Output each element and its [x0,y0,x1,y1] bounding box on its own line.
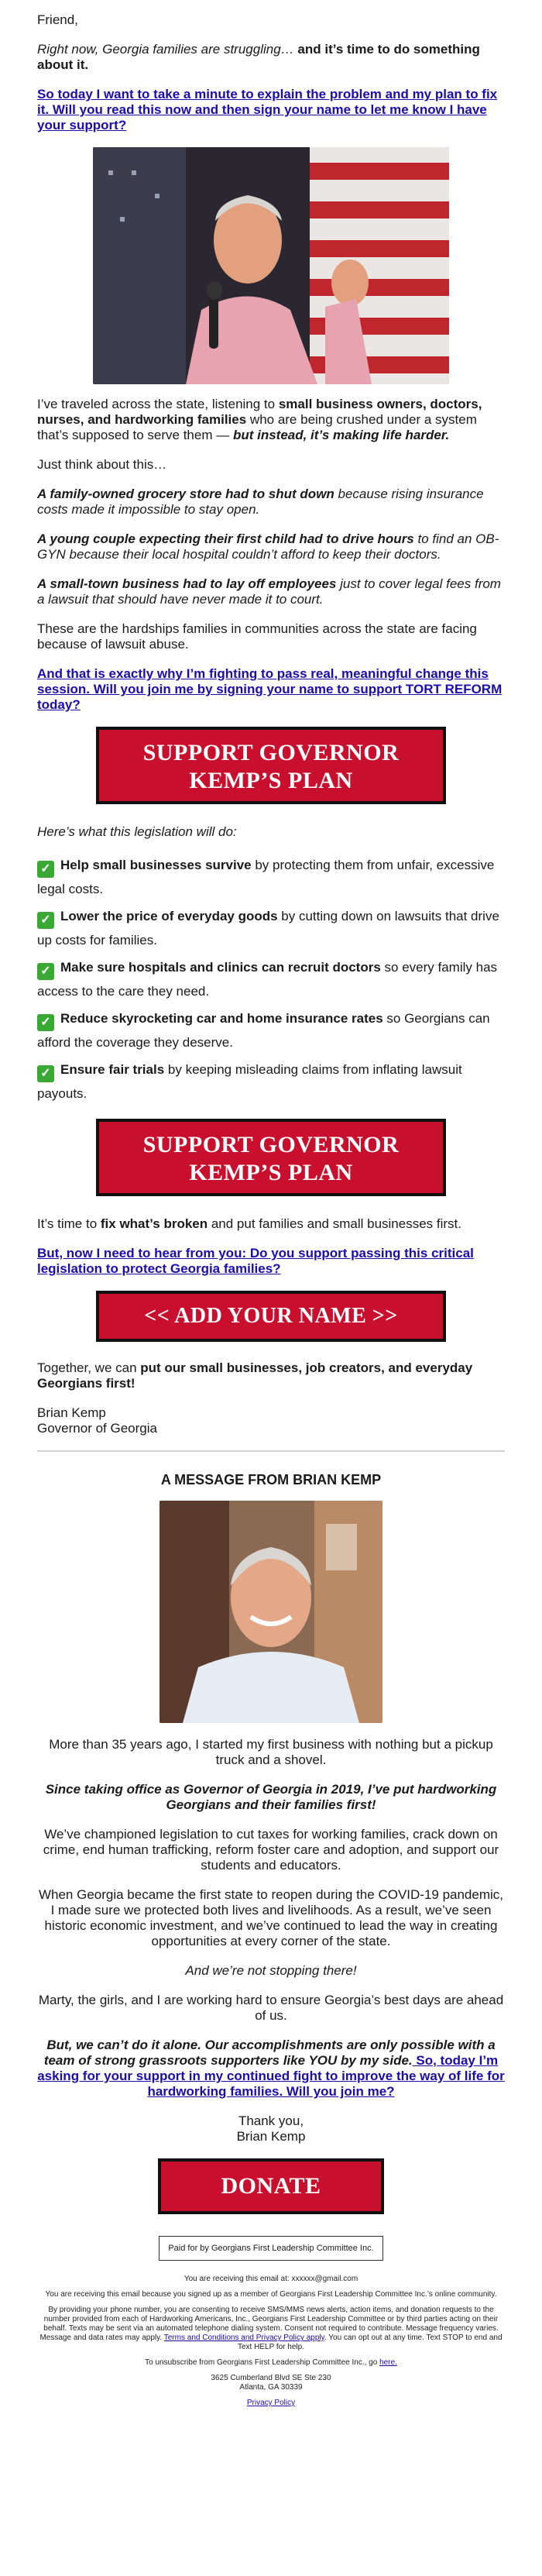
travel-bold-italic: but instead, it’s making life harder. [232,428,450,442]
unsubscribe-text: To unsubscribe from Georgians First Leadership Committee Inc., go [145,2358,380,2367]
governor-portrait-photo [160,1501,382,1723]
benefit-item [37,905,505,951]
travel-bold: small business owners, doctors, nurses, and hardworking families [37,397,482,427]
address-line1: 3625 Cumberland Blvd SE Ste 230 [211,2374,331,2382]
bio-legislation: We’ve championed legislation to cut taxes for working families, crack down on crime, end human trafficking, reform foster care and adoption, and support our students and educators. [43,1827,499,1873]
closing-name: Brian Kemp [236,2129,306,2144]
example-rest: because rising insurance costs made it impossible to stay open. [37,487,484,517]
travel-text-1: I’ve traveled across the state, listening to [37,397,279,411]
benefit-item [37,956,505,1003]
benefit-rest: by cutting down on lawsuits that drive up costs for families. [37,909,499,948]
footer-address [37,2374,505,2392]
benefit-rest: so every family has access to the care they need. [37,960,498,999]
benefit-bold: Lower the price of everyday goods [60,909,278,923]
bio-family: Marty, the girls, and I are working hard to ensure Georgia’s best days are ahead of us. [38,1993,504,2023]
support-button-line1: SUPPORT GOVERNOR [142,1132,400,1157]
benefit-bold: Make sure hospitals and clinics can recruit doctors [60,960,381,975]
footer-sms-optout: . You can opt out at any time. Text STOP to end and Text HELP for help. [238,2334,503,2351]
intro-italic: Right now, Georgia families are struggling… [37,42,294,57]
hardships-paragraph: These are the hardships families in communities across the state are facing because of lawsuit abuse. [37,621,477,652]
benefits-list [37,854,505,1105]
bio-since-2019 [37,1782,505,1813]
address-line2: Atlanta, GA 30339 [239,2383,303,2392]
support-button-line1: SUPPORT GOVERNOR [142,740,400,765]
bio-first-business: More than 35 years ago, I started my first business with nothing but a pickup truck and a shovel. [49,1737,493,1767]
closing-signature [37,2113,505,2144]
example-rest: just to cover legal fees from a lawsuit that should have never made it to court. [37,576,501,607]
legislation-intro-text: Here’s what this legislation will do: [37,824,237,839]
benefit-item [37,1058,505,1105]
governor-portrait-image [160,1501,382,1723]
fix-text-2: and put families and small businesses first. [208,1216,461,1231]
travel-paragraph [37,397,505,443]
checkmark-icon: ✓ [37,1014,54,1031]
message-title: A MESSAGE FROM BRIAN KEMP [160,1472,382,1487]
support-governor-button-2[interactable] [96,1119,446,1196]
greeting: Friend, [37,12,78,27]
intro-paragraph [37,42,505,73]
support-button-line2: KEMP’S PLAN [189,768,353,793]
legislation-intro [37,824,505,840]
intro-bold: and it’s time to do something about it. [37,42,480,72]
benefit-rest: by keeping misleading claims from inflating lawsuit payouts. [37,1062,462,1101]
example-business [37,576,505,607]
paid-for-disclaimer: Paid for by Georgians First Leadership Committee Inc. [159,2236,383,2261]
benefit-item [37,854,505,900]
benefit-bold: Ensure fair trials [60,1062,165,1077]
footer-privacy [37,2399,505,2408]
benefit-bold: Reduce skyrocketing car and home insurance rates [60,1011,383,1026]
signature-title: Governor of Georgia [37,1421,157,1436]
benefit-rest: so Georgians can afford the coverage they deserve. [37,1011,490,1050]
example-bold: A small-town business had to lay off employees [37,576,337,591]
add-your-name-button[interactable]: << ADD YOUR NAME >> [96,1291,446,1342]
checkmark-icon: ✓ [37,963,54,980]
together-text: Together, we can [37,1360,141,1375]
example-bold: A family-owned grocery store had to shut down [37,487,334,501]
footer-sms-notice [37,2306,505,2352]
together-paragraph [37,1360,505,1391]
think-paragraph: Just think about this… [37,457,167,472]
unsubscribe-link[interactable]: here. [379,2358,397,2367]
join-me-link[interactable]: So, today I’m asking for your support in my continued fight to improve the way of life for hardworking families. Will you join me? [37,2053,505,2099]
example-rest: to find an OB-GYN because their local hospital couldn’t afford to keep their doctors. [37,531,499,562]
donate-button[interactable]: DONATE [158,2158,384,2214]
example-grocery [37,487,505,518]
signature [37,1405,505,1436]
benefit-item [37,1007,505,1054]
support-button-line2: KEMP’S PLAN [189,1160,353,1185]
example-bold: A young couple expecting their first child had to drive hours [37,531,414,546]
sign-support-link[interactable]: So today I want to take a minute to explain the problem and my plan to fix it. Will you read this now and then sign your name to let me know I have your support? [37,87,498,132]
checkmark-icon: ✓ [37,861,54,878]
checkmark-icon: ✓ [37,912,54,929]
closing-thanks: Thank you, [238,2113,304,2128]
benefit-bold: Help small businesses survive [60,858,252,872]
governor-rally-photo [93,147,449,384]
section-divider [37,1450,505,1452]
bio-grassroots-text: But, we can’t do it alone. Our accomplishments are only possible with a team of strong grassroots supporters like YOU by my side. [43,2038,496,2068]
fix-paragraph [37,1216,505,1232]
bio-not-stopping-text: And we’re not stopping there! [185,1963,357,1978]
bio-grassroots [37,2038,505,2100]
governor-rally-image [93,147,449,384]
bio-covid: When Georgia became the first state to reopen during the COVID-19 pandemic, I made sure we protected both lives and livelihoods. As a result, we’ve seen historic economic investment, and we’ve continued to lead the way in creating opportunities at every corner of the state. [38,1887,504,1948]
fix-bold: fix what’s broken [100,1216,208,1231]
privacy-policy-link[interactable]: Privacy Policy [246,2399,296,2407]
footer-signup-notice: You are receiving this email because you signed up as a member of Georgians First Leadership Committee Inc.’s online community. [45,2290,497,2299]
bio-since-2019-text: Since taking office as Governor of Georgia in 2019, I’ve put hardworking Georgians and their families first! [45,1782,497,1812]
footer-email-line: You are receiving this email at: xxxxxx@gmail.com [184,2275,358,2283]
bio-not-stopping [37,1963,505,1979]
footer-sms-text: By providing your phone number, you are consenting to receive SMS/MMS news alerts, action items, and donation requests to the number provided from each of Hardworking Americans, Inc., Georgians First Leadership Committee or by third parties acting on their behalf. Texts may be sent via an automated telephone dialing system. Consent not required to contribute. Message frequency varies. Message and data rates may apply. [39,2306,499,2342]
support-legislation-link[interactable]: But, now I need to hear from you: Do you support passing this critical legislation to protect Georgia families? [37,1246,474,1276]
support-governor-button[interactable] [96,727,446,804]
signature-name: Brian Kemp [37,1405,106,1420]
tort-reform-link[interactable]: And that is exactly why I’m fighting to pass real, meaningful change this session. Will you join me by signing your name to support TORT REFORM today? [37,666,503,712]
footer-unsubscribe [37,2358,505,2368]
travel-text-2: who are being crushed under a system that’s supposed to serve them — [37,412,477,442]
example-couple [37,531,505,562]
together-bold: put our small businesses, job creators, and everyday Georgians first! [37,1360,473,1391]
terms-privacy-link[interactable]: Terms and Conditions and Privacy Policy apply [163,2334,324,2342]
fix-text-1: It’s time to [37,1216,101,1231]
checkmark-icon: ✓ [37,1065,54,1082]
benefit-rest: by protecting them from unfair, excessive legal costs. [37,858,495,896]
